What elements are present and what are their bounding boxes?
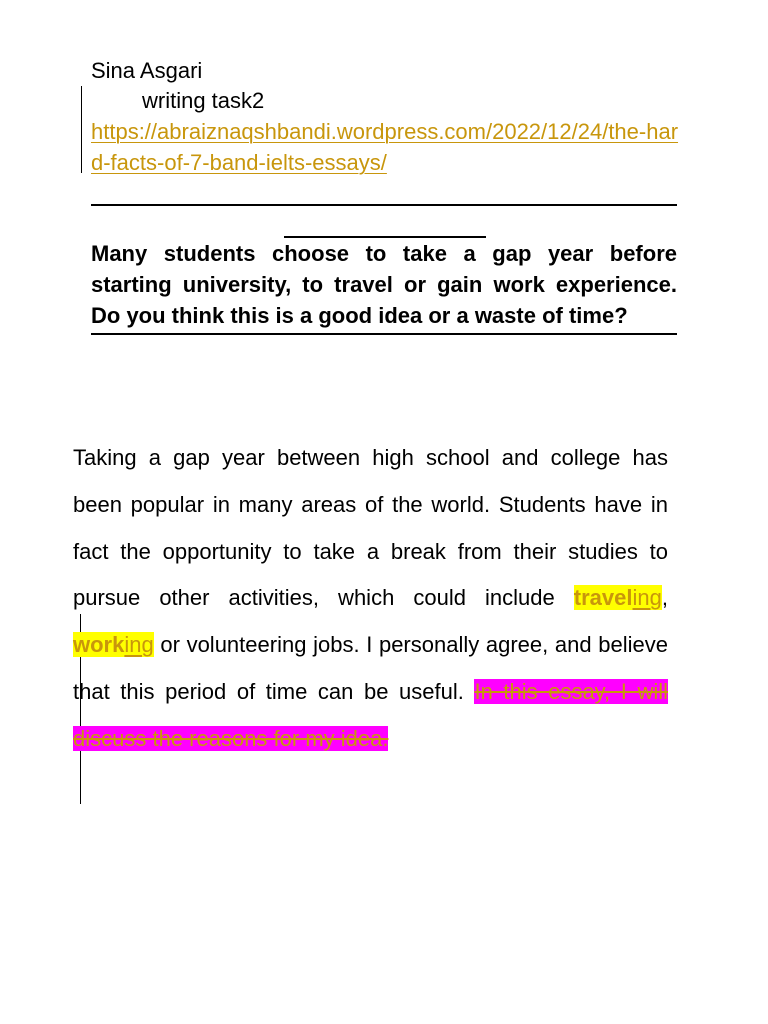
word-travel: travel	[573, 585, 633, 611]
source-link[interactable]: https://abraiznaqshbandi.wordpress.com/2022/12/24/the-hard-facts-of-7-band-ielts-essays/	[91, 119, 679, 175]
comma-separator: ,	[661, 585, 668, 611]
essay-paragraph	[73, 435, 668, 763]
essay-question: Many students choose to take a gap year before starting university, to travel or gain work experience. Do you think this is a good idea or a waste of time?	[91, 238, 677, 335]
inserted-suffix-ing-2: ing	[124, 632, 154, 658]
revision-change-bar-header	[81, 86, 82, 173]
word-work: work	[73, 632, 125, 658]
essay-text-part2: or volunteering jobs. I personally agree, and believe that this period of time can be useful.	[73, 632, 668, 704]
highlight-traveling	[574, 585, 662, 610]
inserted-suffix-ing: ing	[632, 585, 662, 611]
deleted-sentence: In this essay, I will discuss the reasons for my idea.	[73, 678, 668, 751]
document-header	[91, 56, 681, 178]
highlight-working	[73, 632, 154, 657]
separator-line	[91, 204, 677, 206]
task-title: writing task2	[142, 88, 265, 113]
author-name: Sina Asgari	[91, 58, 203, 83]
essay-text-part1: Taking a gap year between high school and college has been popular in many areas of the world. Students have in fact the opportunity to take a break from their studies to pursue other activities, which could include	[73, 445, 668, 611]
